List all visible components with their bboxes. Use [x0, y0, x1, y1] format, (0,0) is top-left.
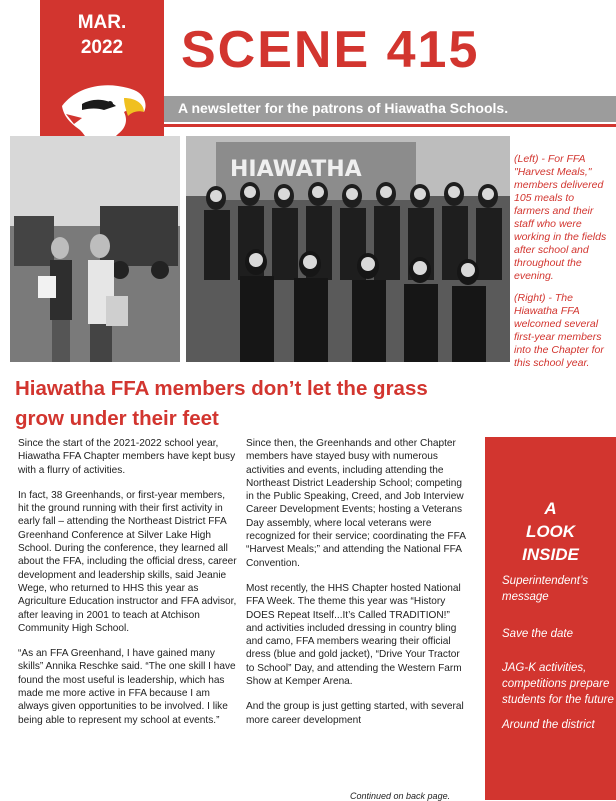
trucks-field-image — [10, 136, 180, 362]
article-paragraph: Since the start of the 2021-2022 school year, Hiawatha FFA Chapter members have kept busy with a flurry of activities. — [18, 438, 236, 476]
ffa-members-photo — [186, 136, 510, 362]
article-paragraph: Most recently, the HHS Chapter hosted National FFA Week. The theme this year was “History DOES Repeat Itself...It’s Called TRADITION!” and activities included dressing in country bling and camo, FFA members wearing their official dress (blue and gold jacket), “Drive Your Tractor to School” Day, and attending the Western Farm Show at Kemper Arena. — [246, 582, 462, 688]
article-paragraph: “As an FFA Greenhand, I have gained many skills” Annika Reschke said. “The one skill I have found the most useful is leadership, which has made me more active in FFA because I am always given opportunities to be involved. I like being able to represent my school at events.” — [18, 648, 236, 726]
harvest-meals-photo — [10, 136, 180, 362]
newsletter-title: SCENE 415 — [181, 21, 480, 79]
issue-month: MAR. — [77, 12, 127, 33]
sidebar-item-superintendent: Superintendent’s message — [502, 575, 589, 603]
divider — [164, 124, 616, 127]
issue-year: 2022 — [80, 37, 124, 58]
article-column-2 — [246, 437, 466, 739]
sidebar-heading-line: A — [544, 499, 557, 518]
article-column-1 — [18, 437, 238, 739]
photo-caption-left: (Left) - For FFA "Harvest Meals," members delivered 105 meals to farmers and their staff who were working in the fields after school and throughout the evening. — [514, 153, 607, 282]
article-headline: Hiawatha FFA members don’t let the grass grow under their feet — [15, 377, 428, 430]
photo-caption-right: (Right) - The Hiawatha FFA welcomed several first-year members into the Chapter for this school year. — [514, 292, 604, 369]
sign-text: HIAWATHA — [230, 157, 362, 182]
sidebar-heading — [485, 497, 616, 566]
sidebar-item-jag-k: JAG-K activities, competitions prepare students for the future — [502, 662, 614, 706]
look-inside-sidebar — [485, 437, 616, 800]
article-paragraph: In fact, 38 Greenhands, or first-year members, hit the ground running with their first activity in early fall – attending the Northeast District FFA Greenhand Conference at Silver Lake High School. During the conference, they learned all about the FFA, including the official dress, career development and leadership skills, said Jeanie Wege, who returned to HHS this year as Agriculture Education instructor and FFA advisor, after leaving in 2001 to teach at Atchison Community High School. — [18, 489, 237, 634]
continued-note: Continued on back page. — [350, 791, 451, 801]
sidebar-item-save-the-date: Save the date — [502, 628, 573, 640]
sidebar-heading-line: LOOK — [525, 522, 576, 541]
newsletter-subtitle: A newsletter for the patrons of Hiawatha Schools. — [178, 100, 509, 116]
article-paragraph: And the group is just getting started, with several more career development — [246, 701, 464, 726]
sidebar-heading-line: INSIDE — [522, 545, 579, 564]
article-paragraph: Since then, the Greenhands and other Chapter members have stayed busy with numerous activities and events, including attending the Northeast District Leadership School; competing in the Public Speaking, Creed, and Job Interview Career Development Events; hosting a Veterans Day assembly, where local veterans were recognized for their service; coordinating the FFA “Harvest Meals;” and attending the National FFA Convention. — [246, 438, 466, 569]
group-photo-image — [186, 136, 510, 362]
sidebar-item-around-district: Around the district — [502, 719, 595, 731]
